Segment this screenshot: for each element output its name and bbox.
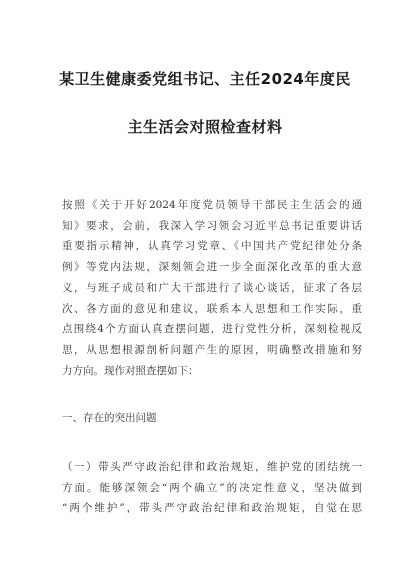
intro-line: 知》要求，会前，我深入学习领会习近平总书记重要讲话 (62, 219, 362, 232)
intro-line: 义，与班子成员和广大干部进行了谈心谈话，征求了各层 (62, 281, 362, 294)
subsection-line: “两个维护”，带头严守政治纪律和政治规矩，自觉在思 (62, 502, 362, 515)
intro-line: 重要指示精神，认真学习党章、《中国共产党纪律处分条 (62, 240, 362, 253)
intro-line: 力方向。现作对照查摆如下： (62, 364, 199, 377)
intro-line: 点围绕4个方面认真查摆问题，进行党性分析，深刻检视反 (62, 323, 362, 336)
intro-line: 例》等党内法规，深刻领会进一步全面深化改革的重大意 (62, 261, 362, 274)
document-title-line-2: 主生活会对照检查材料 (127, 118, 283, 136)
subsection-paragraph (62, 457, 362, 519)
intro-paragraph (62, 195, 362, 381)
subsection-line: 方面。能够深领会“两个确立”的决定性意义，坚决做到 (62, 481, 362, 494)
intro-line: 思，从思想根源剖析问题产生的原因，明确整改措施和努 (62, 343, 362, 356)
subsection-line: （一）带头严守政治纪律和政治规矩，维护党的团结统一 (62, 461, 362, 473)
intro-line: 次、各方面的意见和建议，联系本人思想和工作实际，重 (62, 302, 362, 315)
section-heading: 一、存在的突出问题 (62, 412, 157, 424)
intro-line: 按照《关于开好2024年度党员领导干部民主生活会的通 (62, 199, 362, 211)
document-title-line-1: 某卫生健康委党组书记、主任2024年度民 (59, 70, 351, 88)
